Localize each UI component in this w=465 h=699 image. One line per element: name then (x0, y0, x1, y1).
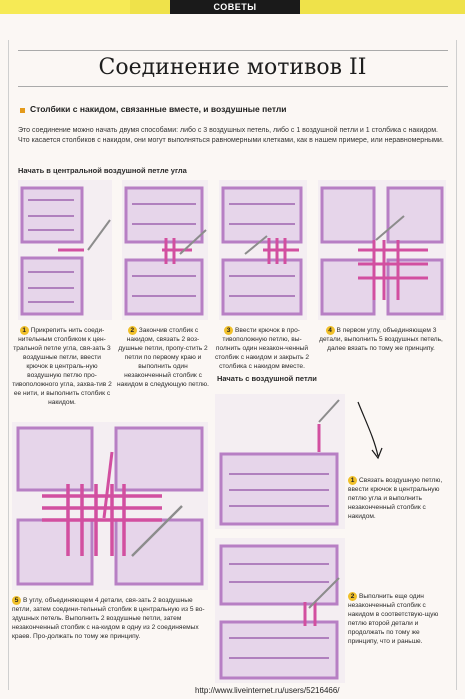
crochet-hook-icon (88, 220, 110, 250)
step-number-disc-icon: 2 (348, 592, 357, 601)
alt-step1-photo (215, 394, 345, 529)
step3-photo (219, 180, 307, 320)
step5-photo (12, 422, 208, 590)
step4-text (314, 326, 448, 353)
intro-paragraph: Это соединение можно начать двумя способами: либо с 3 воздушных петель, либо с 1 воздушной петли и 1 столбика с накидом. Что касается столбиков с накидом, они могут выполняться равномерными клетками, как в нашем примере, или неравномерными. (18, 127, 444, 144)
step1-photo (18, 180, 112, 320)
step4-photo (318, 180, 446, 320)
step2-text (117, 326, 209, 389)
step2-photo (122, 180, 208, 320)
section2-heading: Начать с воздушной петли (217, 374, 317, 383)
bullet-icon (20, 108, 25, 113)
step-number-disc-icon: 3 (224, 326, 233, 335)
step5-text (12, 596, 208, 641)
right-margin-line (456, 40, 457, 690)
step4-description: В первом углу, объединяющем 3 детали, выполнить 5 воздушных петель, далее вязать по тому же принципу. (319, 327, 443, 352)
title-rule-top (18, 50, 448, 51)
alt-step1-text (348, 476, 448, 521)
crochet-hook-icon (319, 400, 339, 422)
step-number-disc-icon: 1 (348, 476, 357, 485)
step5-description: В углу, объединяющем 4 детали, свя-зать 2 воздушные петли, затем соедини-тельный столбик в центральную из 5 во-здушных петель. Выполнить 2 воздушные петли, затем незаконченный столбик с на-кидом в одну из 2 соединяемых краев. Про-должать по тому же принципу. (12, 597, 205, 640)
step-number-disc-icon: 5 (12, 596, 21, 605)
arrow-icon (356, 394, 386, 464)
crochet-motif-image (18, 180, 112, 320)
alt-step1-description: Связать воздушную петлю, ввести крючок в центральную петлю угла и выполнить незаконченный столбик с накидом. (348, 477, 443, 520)
step3-description: Ввести крючок в про-тивоположную петлю, вы-полнить один незакон-ченный столбик с накидом и закрыть 2 столбика с накидом вместе. (214, 327, 310, 370)
alt-step2-description: Выполнить еще один незаконченный столбик с накидом в соответствую-щую петлю второй детали и продолжать по тому же принципу, что и раньше. (348, 593, 439, 645)
step3-text (214, 326, 310, 371)
crochet-motif-image (215, 538, 345, 683)
section1-heading: Начать в центральной воздушной петле угла (18, 166, 187, 175)
header-band-accent (0, 0, 130, 14)
page-title: Соединение мотивов II (98, 55, 367, 80)
crochet-motif-image (215, 394, 345, 529)
alt-step2-text (348, 592, 448, 646)
crochet-motif-image (219, 180, 307, 320)
step-number-disc-icon: 4 (326, 326, 335, 335)
step1-text (12, 326, 112, 407)
step-number-disc-icon: 2 (128, 326, 137, 335)
step1-description: Прикрепить нить соеди-нительным столбиком к цен-тральной петле угла, свя-зать 3 воздушные петли, ввести крючок в централь-ную воздушную петлю про-тивоположного угла, захва-тив 2 ее нити, и выполнить столбик с накидом. (12, 327, 112, 406)
crochet-motif-image (318, 180, 446, 320)
title-rule-bottom (18, 86, 448, 87)
step-number-disc-icon: 1 (20, 326, 29, 335)
alt-step2-photo (215, 538, 345, 683)
subheading: Столбики с накидом, связанные вместе, и воздушные петли (30, 104, 287, 114)
crochet-motif-image (12, 422, 208, 590)
section-tag: СОВЕТЫ (170, 0, 300, 14)
left-margin-line (8, 40, 9, 690)
step2-description: Закончив столбик с накидом, связать 2 воз-душные петли, пропу-стить 2 петли по первому краю и выполнить один незаконченный столбик с накидом в следующую петлю. (117, 327, 209, 388)
footer-url[interactable]: http://www.liveinternet.ru/users/5216466/ (195, 686, 340, 695)
crochet-motif-image (122, 180, 208, 320)
